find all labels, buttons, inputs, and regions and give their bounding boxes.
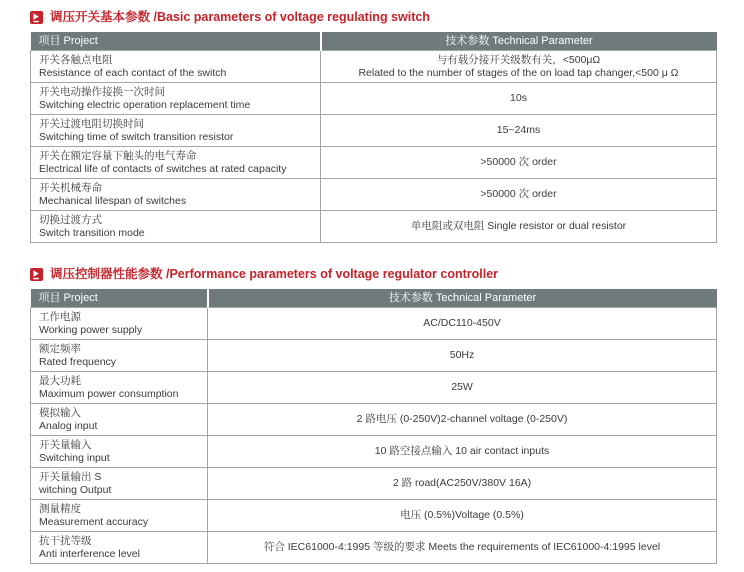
parameter-value: 25W	[451, 381, 473, 394]
table-row	[31, 404, 717, 436]
parameter-value: 与有载分接开关级数有关，<500μΩ	[436, 54, 601, 66]
table-row	[31, 308, 717, 340]
table-header-row	[31, 32, 717, 51]
project-label-zh: 开关过渡电阻切换时间	[39, 118, 144, 130]
project-label-zh: 最大功耗	[39, 375, 81, 387]
project-cell	[31, 147, 321, 179]
project-label-zh: 开关电动操作接换一次时间	[39, 86, 165, 98]
parameter-cell	[208, 308, 717, 340]
parameter-value: AC/DC110-450V	[423, 317, 501, 330]
table-row	[31, 500, 717, 532]
project-label-zh: 开关量输入	[39, 439, 92, 451]
project-label-en: witching Output	[39, 483, 112, 496]
parameter-value: 2 路电压 (0-250V)2-channel voltage (0-250V)	[356, 413, 568, 426]
project-cell	[31, 340, 208, 372]
column-header-parameter: 技术参数 Technical Parameter	[208, 289, 717, 308]
project-label-zh: 开关在额定容量下触头的电气寿命	[39, 150, 197, 162]
table-row	[31, 436, 717, 468]
project-label-en: Mechanical lifespan of switches	[39, 194, 187, 207]
project-label-zh: 开关机械寿命	[39, 182, 102, 194]
project-label-zh: 开关各触点电阻	[39, 54, 113, 66]
parameter-value: 15~24ms	[496, 124, 541, 137]
parameter-cell	[208, 532, 717, 564]
table-row	[31, 372, 717, 404]
section-title-text: 调压开关基本参数 /Basic parameters of voltage regulating switch	[50, 10, 430, 24]
table-row	[31, 211, 717, 243]
project-label-en: Working power supply	[39, 323, 143, 336]
section-controller-performance-parameters	[30, 267, 717, 564]
section-switch-basic-parameters	[30, 10, 717, 243]
parameter-value: 50Hz	[449, 349, 475, 362]
parameter-cell	[321, 51, 717, 83]
table-row	[31, 147, 717, 179]
column-header-parameter: 技术参数 Technical Parameter	[321, 32, 717, 51]
parameter-value: 2 路 road(AC250V/380V 16A)	[392, 477, 532, 490]
parameter-value: 10 路空接点输入 10 air contact inputs	[374, 445, 550, 458]
project-label-zh: 抗干扰等级	[39, 535, 92, 547]
project-cell	[31, 211, 321, 243]
table-row	[31, 179, 717, 211]
parameter-value: 符合 IEC61000-4:1995 等级的要求 Meets the requirements of IEC61000-4:1995 level	[263, 541, 661, 554]
parameter-value: >50000 次 order	[480, 156, 557, 169]
project-label-en: Switching time of switch transition resistor	[39, 130, 234, 143]
table-row	[31, 115, 717, 147]
project-label-zh: 测量精度	[39, 503, 81, 515]
project-label-en: Rated frequency	[39, 355, 117, 368]
project-label-en: Anti interference level	[39, 547, 140, 560]
controller-parameters-table	[30, 289, 717, 564]
section-title	[30, 10, 717, 25]
parameter-value-2: Related to the number of stages of the on load tap changer,<500 μ Ω	[358, 66, 679, 79]
column-header-project: 项目 Project	[31, 32, 321, 51]
project-cell	[31, 179, 321, 211]
project-cell	[31, 532, 208, 564]
chevron-right-bullet-icon	[30, 268, 43, 281]
project-label-zh: 切换过渡方式	[39, 214, 102, 226]
project-label-en: Electrical life of contacts of switches at rated capacity	[39, 162, 287, 175]
parameter-value: >50000 次 order	[480, 188, 557, 201]
table-header-row	[31, 289, 717, 308]
table-row	[31, 340, 717, 372]
parameter-value: 单电阻或双电阻 Single resistor or dual resistor	[410, 220, 627, 233]
section-title-text: 调压控制器性能参数 /Performance parameters of voltage regulator controller	[50, 267, 499, 281]
table-row	[31, 51, 717, 83]
project-label-zh: 额定频率	[39, 343, 81, 355]
project-label-zh: 模拟输入	[39, 407, 81, 419]
chevron-right-bullet-icon	[30, 11, 43, 24]
project-cell	[31, 308, 208, 340]
parameter-cell	[321, 147, 717, 179]
parameter-cell	[208, 404, 717, 436]
project-label-en: Switching electric operation replacement time	[39, 98, 251, 111]
section-title	[30, 267, 717, 282]
parameter-cell	[208, 468, 717, 500]
project-label-en: Resistance of each contact of the switch	[39, 66, 227, 79]
parameter-cell	[208, 372, 717, 404]
table-row	[31, 532, 717, 564]
parameter-cell	[321, 211, 717, 243]
parameter-value: 10s	[510, 92, 527, 105]
project-cell	[31, 51, 321, 83]
project-cell	[31, 83, 321, 115]
project-cell	[31, 436, 208, 468]
table-row	[31, 468, 717, 500]
project-label-en: Analog input	[39, 419, 98, 432]
switch-parameters-table	[30, 32, 717, 243]
parameter-cell	[321, 83, 717, 115]
project-cell	[31, 372, 208, 404]
column-header-project: 项目 Project	[31, 289, 208, 308]
project-cell	[31, 404, 208, 436]
project-cell	[31, 500, 208, 532]
project-label-en: Measurement accuracy	[39, 515, 149, 528]
parameter-value: 电压 (0.5%)Voltage (0.5%)	[400, 509, 524, 522]
project-label-zh: 开关量输出 S	[39, 471, 102, 483]
parameter-cell	[208, 340, 717, 372]
project-label-en: Maximum power consumption	[39, 387, 179, 400]
parameter-cell	[321, 115, 717, 147]
parameter-cell	[208, 500, 717, 532]
project-label-zh: 工作电源	[39, 311, 81, 323]
project-label-en: Switching input	[39, 451, 110, 464]
table-row	[31, 83, 717, 115]
project-cell	[31, 115, 321, 147]
parameter-cell	[321, 179, 717, 211]
parameter-cell	[208, 436, 717, 468]
project-label-en: Switch transition mode	[39, 226, 145, 239]
project-cell	[31, 468, 208, 500]
